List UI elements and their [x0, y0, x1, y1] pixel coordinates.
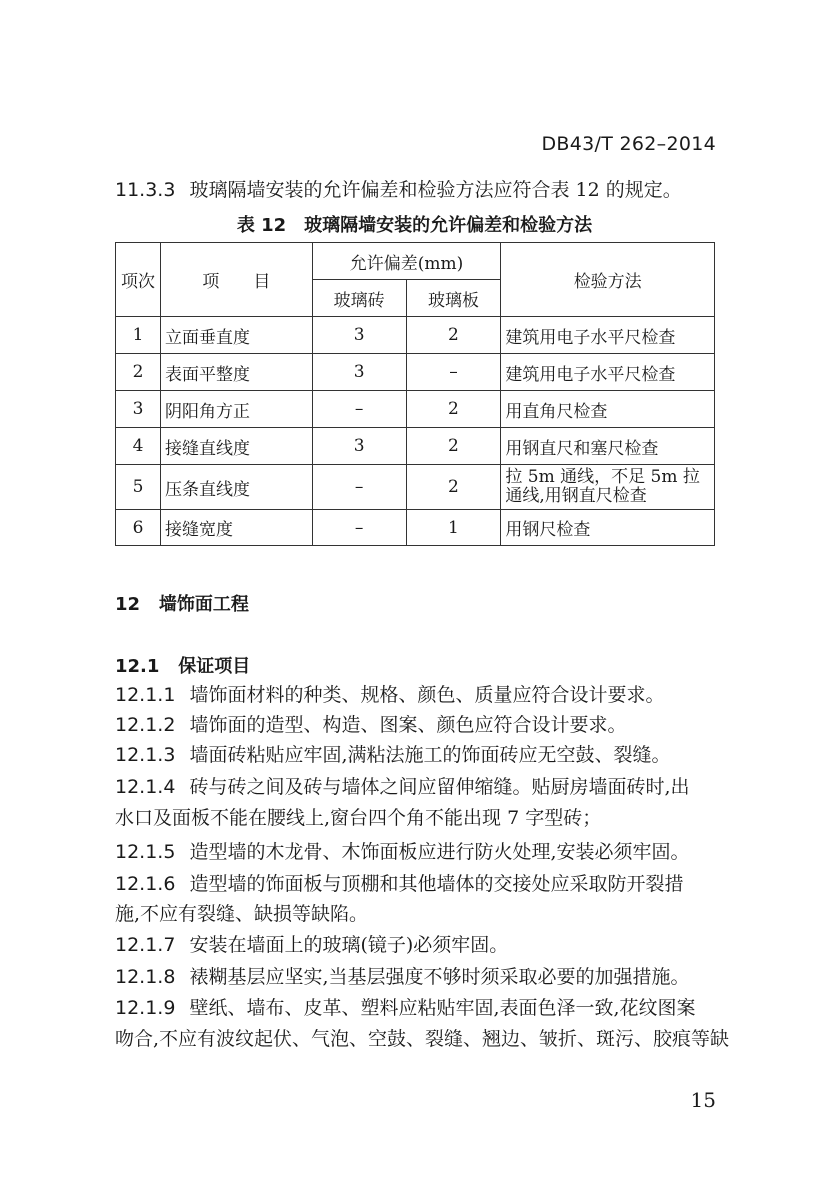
- cell-board: 1: [406, 510, 501, 546]
- deviation-table: [115, 242, 715, 546]
- clause-text: 砖与砖之间及砖与墙体之间应留伸缩缝。贴厨房墙面砖时,出: [189, 776, 690, 798]
- cell-seq: 6: [116, 510, 161, 546]
- cell-item: 压条直线度: [160, 465, 312, 510]
- subsection-number: 12.1: [115, 656, 160, 677]
- clause: [115, 680, 664, 710]
- intro-paragraph: [115, 175, 682, 205]
- section-title: 墙饰面工程: [158, 594, 249, 615]
- cell-seq: 3: [116, 391, 161, 428]
- table-row: [116, 465, 715, 510]
- subsection-heading: [115, 652, 250, 678]
- clause-number: 11.3.3: [115, 179, 176, 201]
- clause-number: 12.1.5: [115, 841, 176, 863]
- clause-text: 造型墙的饰面板与顶棚和其他墙体的交接处应采取防开裂措: [189, 873, 684, 895]
- page-number: 15: [690, 1088, 716, 1112]
- cell-board: 2: [406, 465, 501, 510]
- clause: [115, 710, 626, 740]
- section-heading: [115, 590, 249, 616]
- cell-item: 接缝宽度: [160, 510, 312, 546]
- clause: [115, 869, 683, 899]
- cell-method: 用直角尺检查: [501, 391, 715, 428]
- header-method: 检验方法: [501, 243, 715, 317]
- table-row: [116, 391, 715, 428]
- cell-brick: 3: [312, 317, 406, 354]
- clause-text: 造型墙的木龙骨、木饰面板应进行防火处理,安装必须牢固。: [189, 841, 690, 863]
- clause-number: 12.1.6: [115, 873, 176, 895]
- clause-text: 玻璃隔墙安装的允许偏差和检验方法应符合表 12 的规定。: [189, 179, 682, 201]
- clause-continuation: 水口及面板不能在腰线上,窗台四个角不能出现 7 字型砖；: [115, 807, 602, 829]
- cell-item: 表面平整度: [160, 354, 312, 391]
- cell-seq: 1: [116, 317, 161, 354]
- clause-continuation: 吻合,不应有波纹起伏、气泡、空鼓、裂缝、翘边、皱折、斑污、胶痕等缺: [115, 1028, 730, 1050]
- subsection-title: 保证项目: [178, 656, 251, 677]
- clause: [115, 962, 689, 992]
- section-number: 12: [115, 594, 141, 615]
- clause: [115, 740, 670, 770]
- clause-number: 12.1.4: [115, 776, 176, 798]
- table-row: [116, 428, 715, 465]
- clause: [115, 837, 689, 867]
- header-item: 项 目: [160, 243, 312, 317]
- cell-seq: 2: [116, 354, 161, 391]
- cell-seq: 4: [116, 428, 161, 465]
- clause-text: 墙饰面材料的种类、规格、颜色、质量应符合设计要求。: [189, 684, 665, 706]
- clause-text: 墙面砖粘贴应牢固,满粘法施工的饰面砖应无空鼓、裂缝。: [189, 744, 671, 766]
- cell-board: 2: [406, 317, 501, 354]
- cell-item: 阴阳角方正: [160, 391, 312, 428]
- cell-seq: 5: [116, 465, 161, 510]
- cell-method: 用钢直尺和塞尺检查: [501, 428, 715, 465]
- header-seq: 项次: [116, 243, 161, 317]
- clause-number: 12.1.2: [115, 714, 176, 736]
- table-row: [116, 317, 715, 354]
- header-brick: 玻璃砖: [312, 280, 406, 317]
- header-board: 玻璃板: [406, 280, 501, 317]
- clause-text: 安装在墙面上的玻璃(镜子)必须牢固。: [189, 934, 509, 956]
- cell-method: 建筑用电子水平尺检查: [501, 317, 715, 354]
- cell-brick: 3: [312, 428, 406, 465]
- clause: [115, 772, 689, 802]
- clause-number: 12.1.9: [115, 997, 176, 1019]
- cell-method: 建筑用电子水平尺检查: [501, 354, 715, 391]
- cell-item: 立面垂直度: [160, 317, 312, 354]
- header-deviation: 允许偏差(mm): [312, 243, 501, 280]
- clause-text: 裱糊基层应坚实,当基层强度不够时须采取必要的加强措施。: [189, 966, 690, 988]
- cell-brick: –: [312, 510, 406, 546]
- document-code: DB43/T 262–2014: [541, 133, 716, 155]
- cell-brick: 3: [312, 354, 406, 391]
- cell-board: 2: [406, 391, 501, 428]
- clause-number: 12.1.3: [115, 744, 176, 766]
- clause-number: 12.1.8: [115, 966, 176, 988]
- clause-text: 墙饰面的造型、构造、图案、颜色应符合设计要求。: [189, 714, 627, 736]
- clause-number: 12.1.1: [115, 684, 176, 706]
- cell-item: 接缝直线度: [160, 428, 312, 465]
- clause-text: 壁纸、墙布、皮革、塑料应粘贴牢固,表面色泽一致,花纹图案: [189, 997, 696, 1019]
- clause-number: 12.1.7: [115, 934, 176, 956]
- cell-board: –: [406, 354, 501, 391]
- cell-board: 2: [406, 428, 501, 465]
- table-caption: 表 12 玻璃隔墙安装的允许偏差和检验方法: [236, 215, 593, 236]
- table-row: [116, 354, 715, 391]
- cell-method: 用钢尺检查: [501, 510, 715, 546]
- cell-brick: –: [312, 465, 406, 510]
- cell-brick: –: [312, 391, 406, 428]
- cell-method: 拉 5m 通线，不足 5m 拉通线,用钢直尺检查: [501, 465, 715, 510]
- clause: [115, 930, 508, 960]
- table-row: [116, 510, 715, 546]
- clause-continuation: 施,不应有裂缝、缺损等缺陷。: [115, 903, 369, 925]
- clause: [115, 993, 696, 1023]
